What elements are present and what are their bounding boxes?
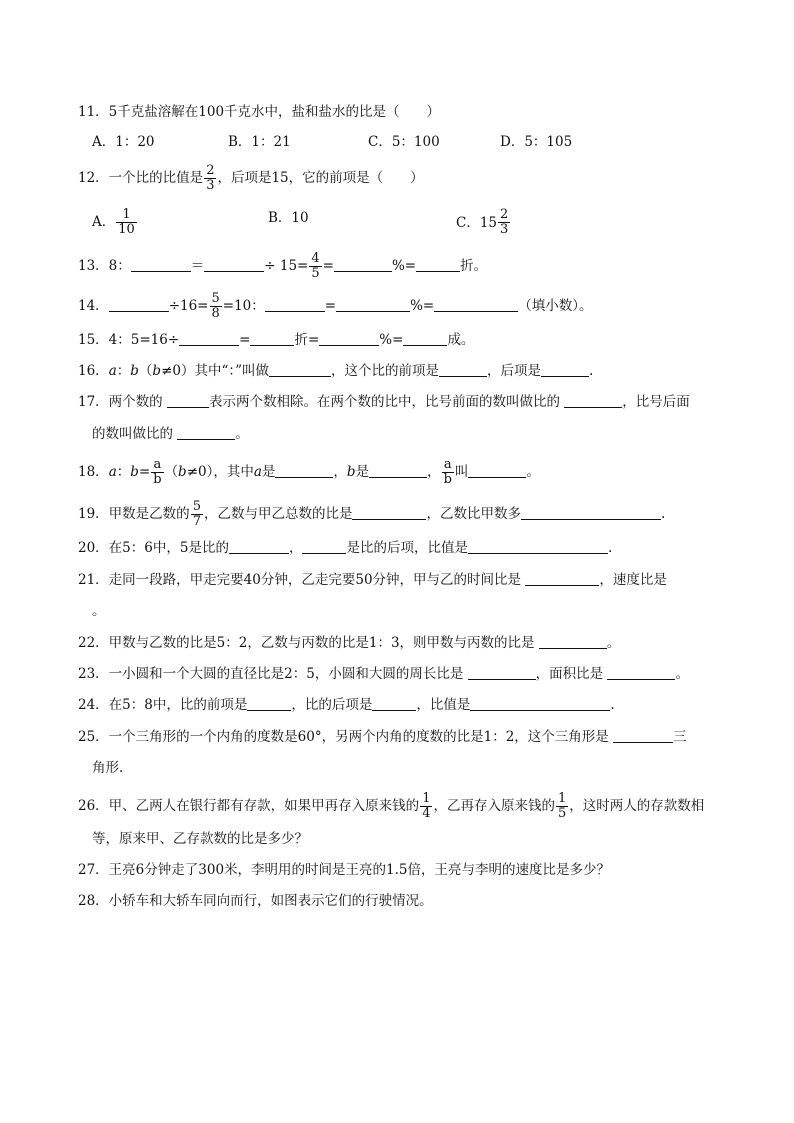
answer-blank[interactable]	[131, 257, 191, 272]
answer-blank[interactable]	[204, 257, 264, 272]
answer-blank[interactable]	[275, 463, 333, 478]
fraction: $\frac{a}{b}$	[443, 457, 452, 487]
question-28-text: 28．小轿车和大轿车同向而行，如图表示它们的行驶情况。	[78, 893, 433, 909]
question-21-line-2: 。	[92, 603, 106, 619]
question-25-line-2: 角形.	[92, 760, 124, 776]
answer-blank[interactable]	[521, 505, 661, 520]
answer-blank[interactable]	[470, 696, 610, 711]
q11-option-d: D．5：105	[500, 134, 573, 150]
answer-blank[interactable]	[468, 665, 536, 680]
fraction: $\frac{4}{5}$	[311, 251, 320, 281]
question-16-text: 16．a：b（b≠0）其中“：”叫做 ，这个比的前项是 ，后项是 .	[78, 363, 594, 379]
question-25-line-1: 25．一个三角形的一个内角的度数是60°，另两个内角的度数的比是1：2，这个三角形是 三	[78, 729, 687, 745]
answer-blank[interactable]	[179, 331, 239, 346]
q11-option-a: A．1：20	[92, 134, 155, 150]
question-11-text: 11．5千克盐溶解在100千克水中，盐和盐水的比是（ ）	[78, 104, 441, 120]
answer-blank[interactable]	[541, 362, 589, 377]
fraction: $\frac{1}{10}$	[118, 207, 135, 237]
question-15-text: 15．4：5=16÷ = 折= %= 成。	[78, 332, 475, 348]
question-21-line-1: 21．走同一段路，甲走完要40分钟，乙走完要50分钟，甲与乙的时间比是 ，速度比是	[78, 572, 667, 588]
question-20-text: 20．在5：6中，5是比的 ， 是比的后项，比值是 .	[78, 540, 613, 556]
answer-blank[interactable]	[302, 539, 346, 554]
answer-blank[interactable]	[372, 696, 416, 711]
answer-blank[interactable]	[167, 393, 209, 408]
question-18-text: 18．a：b= $\frac{a}{b}$ （b≠0），其中a是 ，b是 ， $\frac{a}{b}$ 叫 。	[78, 457, 540, 487]
answer-blank[interactable]	[434, 297, 518, 312]
answer-blank[interactable]	[439, 362, 487, 377]
answer-blank[interactable]	[109, 297, 169, 312]
q12-option-a: A． $\frac{1}{10}$	[92, 207, 135, 237]
fraction: $\frac{1}{5}$	[557, 791, 567, 821]
answer-blank[interactable]	[468, 463, 526, 478]
q12-option-b: B．10	[268, 210, 309, 226]
answer-blank[interactable]	[416, 257, 460, 272]
fraction: $\frac{5}{7}$	[192, 499, 201, 529]
q11-option-b: B．1：21	[228, 134, 291, 150]
question-24-text: 24．在5：8中，比的前项是 ，比的后项是 ，比值是 .	[78, 697, 615, 713]
question-17-line-2: 的数叫做比的 。	[92, 426, 249, 442]
question-19-text: 19．甲数是乙数的 $\frac{5}{7}$ ，乙数与甲乙总数的比是 ，乙数比甲数多 .	[78, 499, 666, 529]
answer-blank[interactable]	[607, 665, 675, 680]
answer-blank[interactable]	[613, 728, 673, 743]
answer-blank[interactable]	[334, 257, 392, 272]
question-12-text: 12．一个比的比值是 $\frac{2}{3}$ ，后项是15，它的前项是（ ）	[78, 163, 424, 193]
question-14-text: 14． ÷16= $\frac{5}{8}$ =10： = %= （填小数）。	[78, 291, 593, 321]
answer-blank[interactable]	[319, 331, 379, 346]
answer-blank[interactable]	[229, 539, 289, 554]
question-22-text: 22．甲数与乙数的比是5：2，乙数与丙数的比是1：3，则甲数与丙数的比是 。	[78, 635, 621, 651]
q12-option-c: C．15 $\frac{2}{3}$	[456, 207, 509, 237]
fraction: $\frac{2}{3}$	[500, 207, 509, 237]
question-23-text: 23．一小圆和一个大圆的直径比是2：5，小圆和大圆的周长比是 ，面积比是 。	[78, 666, 689, 682]
answer-blank[interactable]	[468, 539, 608, 554]
fraction: $\frac{5}{8}$	[211, 291, 220, 321]
answer-blank[interactable]	[269, 362, 331, 377]
answer-blank[interactable]	[247, 696, 291, 711]
answer-blank[interactable]	[177, 425, 235, 440]
answer-blank[interactable]	[352, 505, 426, 520]
answer-blank[interactable]	[564, 393, 622, 408]
fraction: $\frac{a}{b}$	[153, 457, 162, 487]
answer-blank[interactable]	[369, 463, 427, 478]
answer-blank[interactable]	[250, 331, 294, 346]
question-26-line-1: 26．甲、乙两人在银行都有存款，如果甲再存入原来钱的 $\frac{1}{4}$ ，乙再存入原来钱的 $\frac{1}{5}$ ，这时两人的存款数相	[78, 791, 705, 821]
answer-blank[interactable]	[336, 297, 410, 312]
answer-blank[interactable]	[403, 331, 447, 346]
question-17-line-1: 17．两个数的 表示两个数相除。在两个数的比中，比号前面的数叫做比的 ，比号后面	[78, 394, 690, 410]
answer-blank[interactable]	[525, 571, 599, 586]
answer-blank[interactable]	[539, 634, 607, 649]
fraction: $\frac{1}{4}$	[422, 791, 431, 821]
question-27-text: 27．王亮6分钟走了300米，李明用的时间是王亮的1.5倍，王亮与李明的速度比是多少？	[78, 862, 611, 878]
question-13-text: 13．8： ＝ ÷ 15= $\frac{4}{5}$ = %= 折。	[78, 251, 488, 281]
q11-option-c: C．5：100	[368, 134, 440, 150]
answer-blank[interactable]	[265, 297, 325, 312]
fraction: $\frac{2}{3}$	[206, 163, 215, 193]
question-26-line-2: 等，原来甲、乙存款数的比是多少？	[92, 831, 308, 847]
